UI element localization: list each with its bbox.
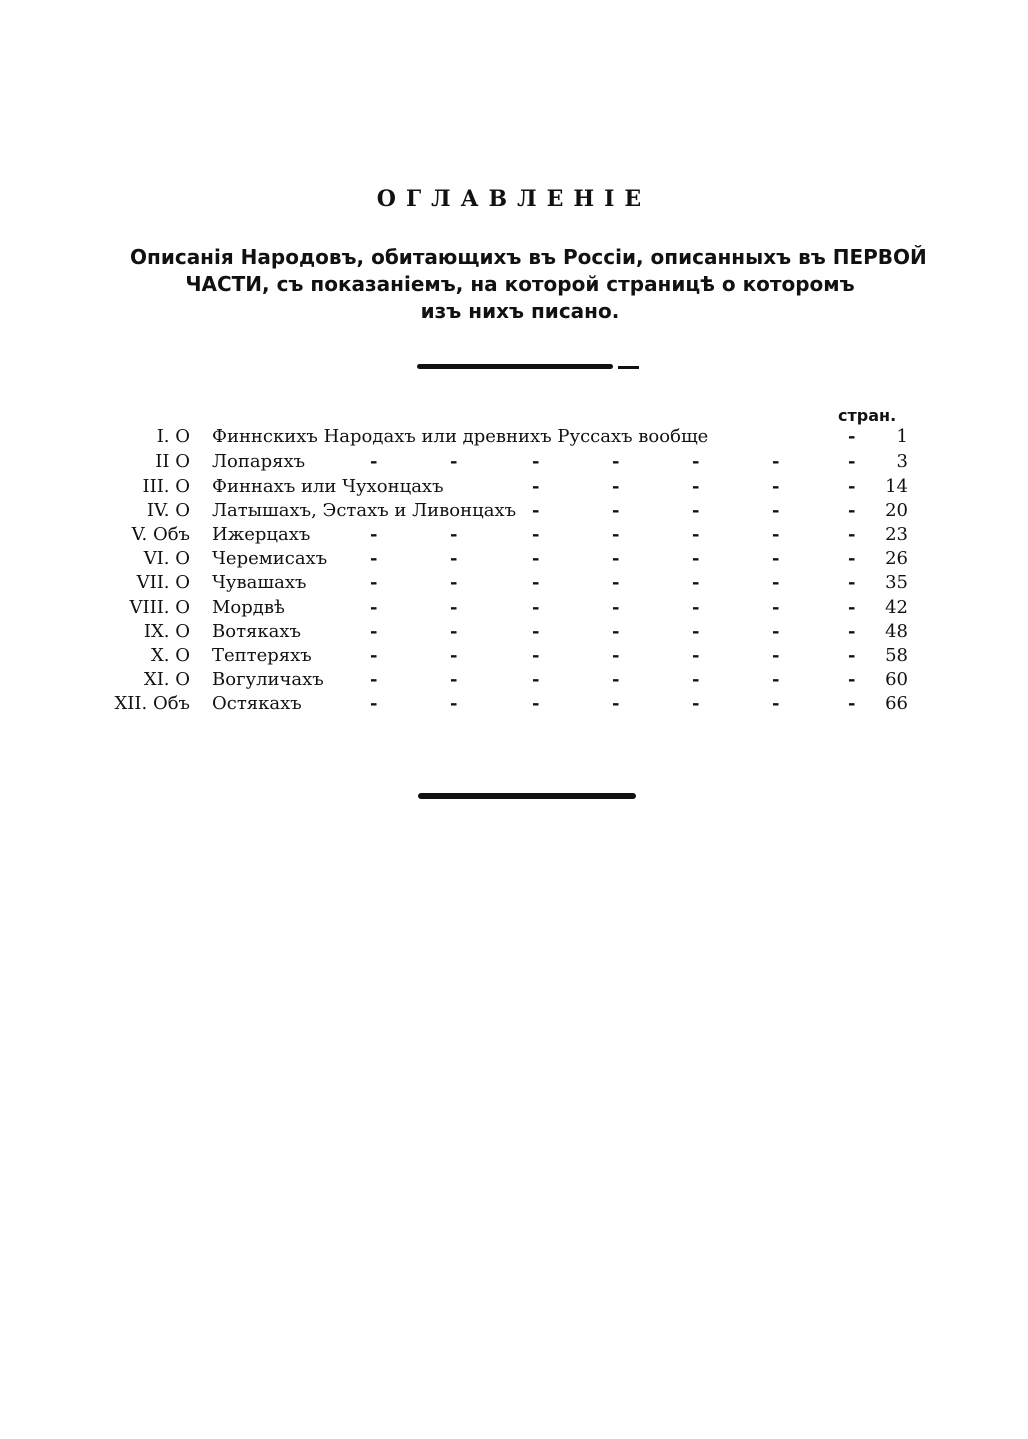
- toc-entry-page: 60: [885, 669, 908, 690]
- toc-entry-title: Мордвѣ: [212, 597, 285, 618]
- toc-leader-dash: -: [370, 669, 378, 690]
- toc-entry-title: Ижерцахъ: [212, 524, 311, 545]
- subtitle-line: ЧАСТИ, съ показаніемъ, на которой страницѣ о которомъ: [185, 272, 855, 296]
- toc-entry: [0, 524, 1028, 548]
- toc-leader-dash: -: [692, 621, 700, 642]
- toc-entry-title: Вотякахъ: [212, 621, 301, 642]
- toc-leader-dash: -: [450, 669, 458, 690]
- toc-leader-dash: -: [532, 645, 540, 666]
- toc-entry-page: 20: [885, 500, 908, 521]
- toc-leader-dash: -: [612, 524, 620, 545]
- toc-leader-dash: -: [772, 669, 780, 690]
- toc-leader-dash: -: [772, 524, 780, 545]
- toc-entry-number: IX. О: [143, 621, 190, 642]
- toc-leader-dash: -: [612, 572, 620, 593]
- toc-entry: [0, 500, 1028, 524]
- toc-entry-title: Черемисахъ: [212, 548, 328, 569]
- toc-leader-dash: -: [612, 548, 620, 569]
- toc-leader-dash: -: [532, 500, 540, 521]
- toc-entry-page: 1: [896, 426, 908, 447]
- toc-entry-dash: -: [848, 669, 856, 690]
- toc-entry-number: VIII. О: [129, 597, 190, 618]
- toc-leader-dash: -: [450, 645, 458, 666]
- toc-leader-dash: -: [612, 645, 620, 666]
- toc-leader-dash: -: [692, 476, 700, 497]
- toc-entry-title: Чувашахъ: [212, 572, 307, 593]
- toc-leader-dash: -: [612, 621, 620, 642]
- toc-leader-dash: -: [772, 500, 780, 521]
- toc-entry-title: Вогуличахъ: [212, 669, 324, 690]
- toc-leader-dash: -: [692, 524, 700, 545]
- toc-entry: [0, 597, 1028, 621]
- toc-entry-number: V. Объ: [131, 524, 190, 545]
- toc-leader-dash: -: [532, 548, 540, 569]
- toc-leader-dash: -: [772, 645, 780, 666]
- toc-entry-title: Финнскихъ Народахъ или древнихъ Руссахъ вообще: [212, 426, 709, 447]
- toc-leader-dash: -: [370, 572, 378, 593]
- subtitle-line: Описанія Народовъ, обитающихъ въ Россіи, описанныхъ въ ПЕРВОЙ: [130, 245, 927, 269]
- toc-entry: [0, 621, 1028, 645]
- toc-leader-dash: -: [450, 597, 458, 618]
- toc-leader-dash: -: [370, 548, 378, 569]
- toc-entry: [0, 693, 1028, 717]
- toc-leader-dash: -: [772, 693, 780, 714]
- top-divider-rule: [417, 364, 613, 369]
- toc-leader-dash: -: [532, 524, 540, 545]
- toc-leader-dash: -: [532, 451, 540, 472]
- page-subtitle: [130, 244, 927, 325]
- toc-leader-dash: -: [692, 645, 700, 666]
- toc-entry-dash: -: [848, 451, 856, 472]
- toc-entry-dash: -: [848, 524, 856, 545]
- toc-entry-page: 35: [885, 572, 908, 593]
- toc-entry-dash: -: [848, 548, 856, 569]
- toc-leader-dash: -: [612, 693, 620, 714]
- toc-leader-dash: -: [612, 669, 620, 690]
- bottom-divider-rule: [418, 793, 636, 799]
- toc-entry-dash: -: [848, 426, 856, 447]
- toc-leader-dash: -: [532, 693, 540, 714]
- top-divider-tail: [618, 366, 639, 369]
- toc-leader-dash: -: [772, 548, 780, 569]
- toc-leader-dash: -: [370, 645, 378, 666]
- toc-entry: [0, 669, 1028, 693]
- toc-leader-dash: -: [450, 572, 458, 593]
- toc-entry-number: II О: [155, 451, 190, 472]
- toc-entry: [0, 476, 1028, 500]
- toc-leader-dash: -: [692, 451, 700, 472]
- toc-entry-title: Остякахъ: [212, 693, 302, 714]
- toc-entry: [0, 572, 1028, 596]
- toc-leader-dash: -: [450, 693, 458, 714]
- toc-leader-dash: -: [772, 572, 780, 593]
- toc-entry-page: 48: [885, 621, 908, 642]
- toc-entry-page: 66: [885, 693, 908, 714]
- toc-leader-dash: -: [772, 476, 780, 497]
- toc-entry: [0, 426, 1028, 450]
- toc-entry-number: VII. О: [136, 572, 190, 593]
- toc-entry-page: 42: [885, 597, 908, 618]
- toc-leader-dash: -: [450, 451, 458, 472]
- toc-entry: [0, 548, 1028, 572]
- toc-entry-number: VI. О: [143, 548, 190, 569]
- toc-leader-dash: -: [532, 597, 540, 618]
- toc-entry-dash: -: [848, 476, 856, 497]
- toc-entry-number: XII. Объ: [114, 693, 190, 714]
- toc-entry-page: 58: [885, 645, 908, 666]
- subtitle-line: изъ нихъ писано.: [420, 299, 620, 323]
- toc-entry-number: III. О: [142, 476, 190, 497]
- toc-leader-dash: -: [450, 548, 458, 569]
- toc-entry-dash: -: [848, 621, 856, 642]
- toc-leader-dash: -: [370, 524, 378, 545]
- toc-leader-dash: -: [692, 548, 700, 569]
- toc-leader-dash: -: [532, 476, 540, 497]
- page-column-header: стран.: [838, 406, 897, 425]
- toc-leader-dash: -: [692, 669, 700, 690]
- toc-entry-title: Финнахъ или Чухонцахъ: [212, 476, 444, 497]
- toc-entry-dash: -: [848, 693, 856, 714]
- toc-leader-dash: -: [370, 621, 378, 642]
- toc-entry-title: Тептеряхъ: [212, 645, 312, 666]
- toc-leader-dash: -: [772, 451, 780, 472]
- toc-leader-dash: -: [692, 597, 700, 618]
- toc-leader-dash: -: [612, 500, 620, 521]
- toc-leader-dash: -: [370, 451, 378, 472]
- toc-entry-page: 14: [885, 476, 908, 497]
- toc-leader-dash: -: [692, 500, 700, 521]
- toc-entry-dash: -: [848, 572, 856, 593]
- toc-leader-dash: -: [532, 572, 540, 593]
- toc-entry-number: XI. О: [143, 669, 190, 690]
- toc-leader-dash: -: [612, 476, 620, 497]
- toc-entry-dash: -: [848, 500, 856, 521]
- page-heading: ОГЛАВЛЕНІЕ: [376, 186, 652, 212]
- toc-leader-dash: -: [692, 572, 700, 593]
- toc-leader-dash: -: [532, 669, 540, 690]
- toc-leader-dash: -: [612, 597, 620, 618]
- toc-leader-dash: -: [370, 597, 378, 618]
- toc-entry-page: 3: [896, 451, 908, 472]
- toc-entry-title: Латышахъ, Эстахъ и Ливонцахъ: [212, 500, 517, 521]
- toc-leader-dash: -: [772, 621, 780, 642]
- toc-entry: [0, 645, 1028, 669]
- toc-leader-dash: -: [692, 693, 700, 714]
- toc-entry-title: Лопаряхъ: [212, 451, 306, 472]
- toc-leader-dash: -: [370, 693, 378, 714]
- toc-entry-page: 26: [885, 548, 908, 569]
- toc-entry-number: IV. О: [146, 500, 190, 521]
- toc-leader-dash: -: [450, 621, 458, 642]
- toc-leader-dash: -: [612, 451, 620, 472]
- toc-entry-page: 23: [885, 524, 908, 545]
- toc-entry: [0, 451, 1028, 475]
- toc-entry-dash: -: [848, 597, 856, 618]
- toc-leader-dash: -: [772, 597, 780, 618]
- toc-entry-number: I. О: [156, 426, 190, 447]
- toc-entry-number: X. О: [150, 645, 190, 666]
- toc-entry-dash: -: [848, 645, 856, 666]
- toc-leader-dash: -: [532, 621, 540, 642]
- toc-leader-dash: -: [450, 524, 458, 545]
